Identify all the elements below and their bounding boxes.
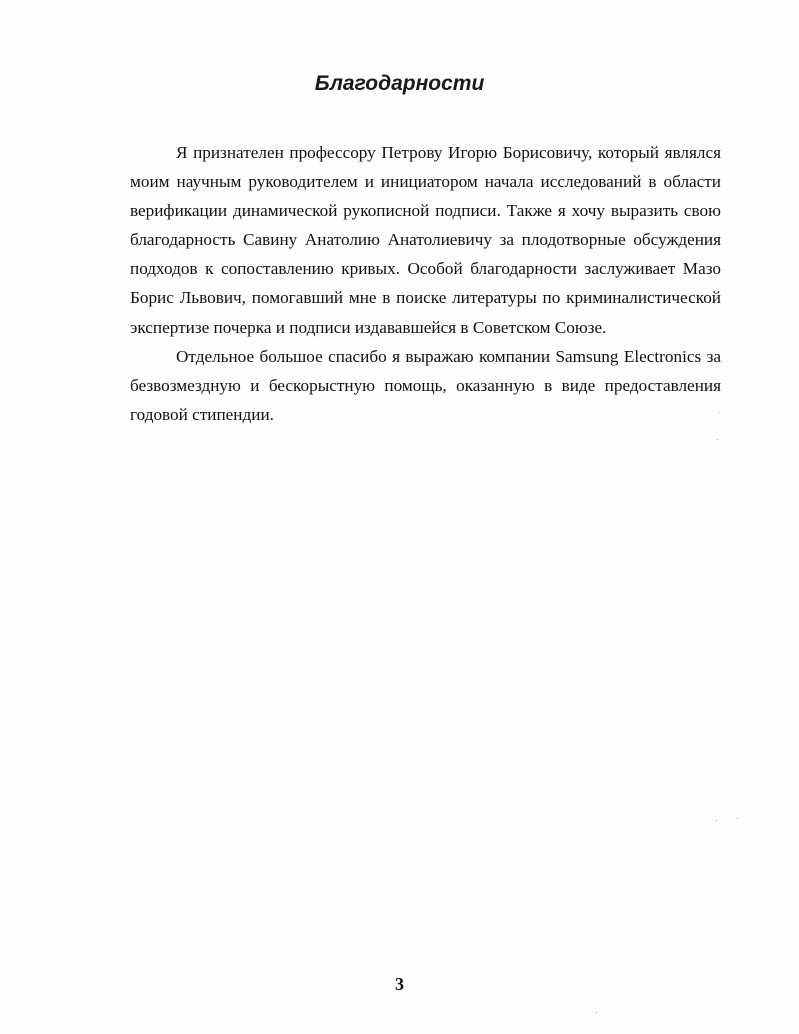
scan-speck <box>718 412 719 413</box>
scan-speck <box>717 439 718 440</box>
paragraph-2: Отдельное большое спасибо я выражаю компании Samsung Electronics за безвозмездную и бескорыстную помощь, оказанную в виде предоставления годовой стипендии. <box>130 346 721 424</box>
page-title: Благодарности <box>314 72 485 95</box>
acknowledgements-body <box>130 138 721 429</box>
scan-speck <box>596 1012 597 1013</box>
paragraph-1: Я признателен профессору Петрову Игорю Борисовичу, который являлся моим научным руководителем и инициатором начала исследований в области верификации динамической рукописной подписи. Также я хочу выразить свою благодарность Савину Анатолию Анатолиевичу за плодотворные обсуждения подходов к сопоставлению кривых. Особой благодарности заслуживает Мазо Борис Львович, помогавший мне в поиске литературы по криминалистической экспертизе почерка и подписи издававшейся в Советском Союзе. <box>130 143 721 337</box>
page-number: 3 <box>395 974 404 994</box>
scan-speck <box>716 820 717 821</box>
scan-speck <box>737 818 738 819</box>
